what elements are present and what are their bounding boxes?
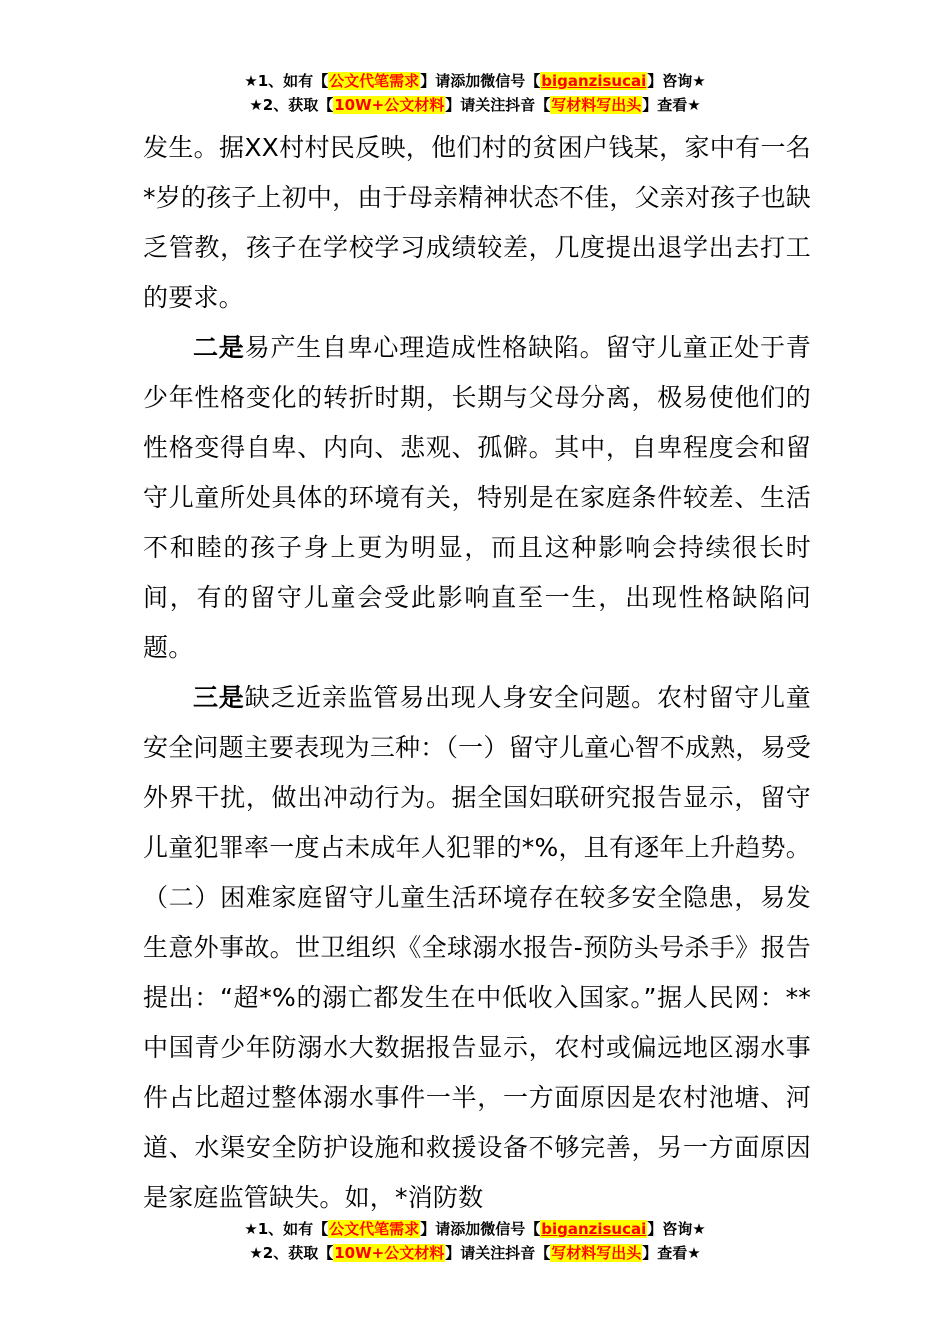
paragraph-1: 发生。据XX村村民反映，他们村的贫困户钱某，家中有一名*岁的孩子上初中，由于母亲精神状态不佳，父亲对孩子也缺乏管教，孩子在学校学习成绩较差，几度提出退学出去打工的要求。 — [143, 133, 811, 312]
highlight-materials: 10W+公文材料 — [334, 96, 445, 114]
highlight-writing-service: 公文代笔需求 — [329, 72, 420, 90]
paragraph-3-text: 缺乏近亲监管易出现人身安全问题。农村留守儿童安全问题主要表现为三种：（一）留守儿童心智不成熟，易受外界干扰，做出冲动行为。据全国妇联研究报告显示，留守儿童犯罪率一度占未成年人犯罪的*%，且有逐年上升趋势。（二）困难家庭留守儿童生活环境存在较多安全隐患，易发生意外事故。世卫组织《全球溺水报告-预防头号杀手》报告提出：“超*%的溺亡都发生在中低收入国家。”据人民网：**中国青少年防溺水大数据报告显示，农村或偏远地区溺水事件占比超过整体溺水事件一半，一方面原因是农村池塘、河道、水渠安全防护设施和救援设备不够完善，另一方面原因是家庭监管缺失。如，*消防数 — [143, 683, 812, 1212]
footer-wechat-id-link[interactable]: biganzisucai — [541, 1220, 647, 1238]
footer-notice-line-2: ★2、获取【10W+公文材料】请关注抖音【写材料写出头】查看★ — [249, 1244, 701, 1262]
paragraph-2-lead: 二是 — [193, 333, 245, 362]
document-body — [143, 123, 811, 1223]
wechat-id-link[interactable]: biganzisucai — [541, 72, 647, 90]
paragraph-3-lead: 三是 — [193, 683, 245, 712]
footer-highlight-materials: 10W+公文材料 — [334, 1244, 445, 1262]
paragraph-3 — [143, 673, 811, 1223]
footer-highlight-writing-service: 公文代笔需求 — [329, 1220, 420, 1238]
header-notice — [0, 70, 950, 118]
highlight-douyin-account: 写材料写出头 — [551, 96, 642, 114]
footer-notice — [0, 1218, 950, 1266]
footer-notice-line-1: ★1、如有【公文代笔需求】请添加微信号【biganzisucai】咨询★ — [244, 1220, 706, 1238]
footer-highlight-douyin-account: 写材料写出头 — [551, 1244, 642, 1262]
notice-line-2: ★2、获取【10W+公文材料】请关注抖音【写材料写出头】查看★ — [249, 96, 701, 114]
paragraph-2-text: 易产生自卑心理造成性格缺陷。留守儿童正处于青少年性格变化的转折时期，长期与父母分离，极易使他们的性格变得自卑、内向、悲观、孤僻。其中，自卑程度会和留守儿童所处具体的环境有关，特别是在家庭条件较差、生活不和睦的孩子身上更为明显，而且这种影响会持续很长时间，有的留守儿童会受此影响直至一生，出现性格缺陷问题。 — [143, 333, 812, 662]
notice-line-1: ★1、如有【公文代笔需求】请添加微信号【biganzisucai】咨询★ — [244, 72, 706, 90]
paragraph-2 — [143, 323, 811, 673]
